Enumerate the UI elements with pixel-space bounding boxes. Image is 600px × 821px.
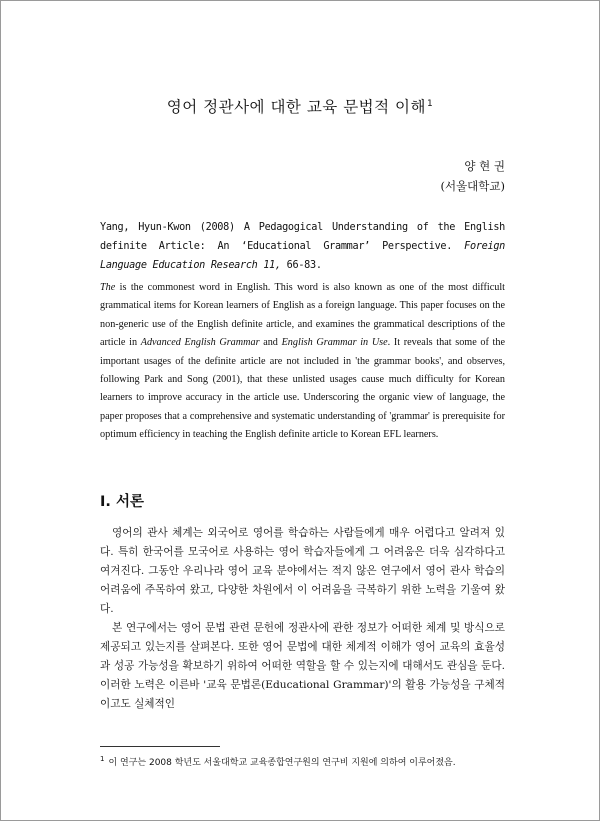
citation-pages: 66-83. bbox=[280, 260, 322, 271]
abstract-the: The bbox=[100, 282, 116, 293]
abstract bbox=[100, 279, 505, 445]
abstract-part1: is the commonest word in English. This word is also known as one of the most difficult grammatical items for Korean learners of English as a foreign language. This paper focuses on the non-generic use of the English definite article, and examines the grammatical descriptions of the article in bbox=[100, 282, 505, 349]
section-heading: I. 서론 bbox=[100, 494, 144, 510]
abstract-and: and bbox=[259, 337, 282, 349]
title-footnote-mark: 1 bbox=[427, 98, 434, 109]
paper-title bbox=[0, 95, 600, 117]
footnote-text: 이 연구는 2008 학년도 서울대학교 교육종합연구원의 연구비 지원에 의하여 이루어졌음. bbox=[108, 758, 456, 768]
citation bbox=[100, 218, 505, 275]
title-text: 영어 정관사에 대한 교육 문법적 이해 bbox=[166, 98, 426, 116]
author-affiliation: (서울대학교) bbox=[440, 179, 505, 193]
body-text bbox=[100, 524, 505, 714]
footnote-mark: 1 bbox=[100, 755, 105, 763]
body-paragraph-2: 본 연구에서는 영어 문법 관련 문헌에 정관사에 관한 정보가 어떠한 체계 및 방식으로 제공되고 있는지를 살펴본다. 또한 영어 문법에 대한 체계적 이해가 영어 교육의 효율성과 성공 가능성을 확보하기 위하여 어떠한 역할을 할 수 있는지에 대해서도 관심을 둔다. 이러한 노력은 이른바 '교육 문법론(Educational Grammar)'의 활용 가능성을 구체적이고도 실체적인 bbox=[100, 622, 505, 710]
abstract-book2: English Grammar in Use bbox=[281, 337, 388, 349]
abstract-part2: . It reveals that some of the important usages of the definite article are not included in 'the grammar books', and observes, following Park and Song (2001), that these unlisted usages cause much difficulty for Korean learners to improve accuracy in the article use. Underscoring the organic view of language, the paper proposes that a comprehensive and systematic understanding of 'grammar' is prerequisite for optimum efficiency in teaching the English definite article to Korean EFL learners. bbox=[100, 337, 505, 441]
body-paragraph-1: 영어의 관사 체계는 외국어로 영어를 학습하는 사람들에게 매우 어렵다고 알려져 있다. 특히 한국어를 모국어로 사용하는 영어 학습자들에게 그 어려움은 더욱 심각하다고 여겨진다. 그동안 우리나라 영어 교육 분야에서는 적지 않은 연구에서 영어 관사 학습의 어려움에 주목하여 왔고, 다양한 차원에서 이 어려움을 극복하기 위한 노력을 기울여 왔다. bbox=[100, 527, 505, 615]
author-block bbox=[440, 156, 505, 196]
abstract-book1: Advanced English Grammar bbox=[140, 337, 260, 349]
footnote bbox=[100, 753, 510, 770]
citation-journal: Foreign Language Education Research 11, bbox=[100, 241, 505, 271]
citation-text: Yang, Hyun-Kwon (2008) A Pedagogical Understanding of the English definite Article: An ‘Educational Grammar’ Perspective. bbox=[100, 222, 505, 252]
footnote-rule bbox=[100, 746, 220, 747]
author-name: 양 현 권 bbox=[464, 159, 505, 173]
